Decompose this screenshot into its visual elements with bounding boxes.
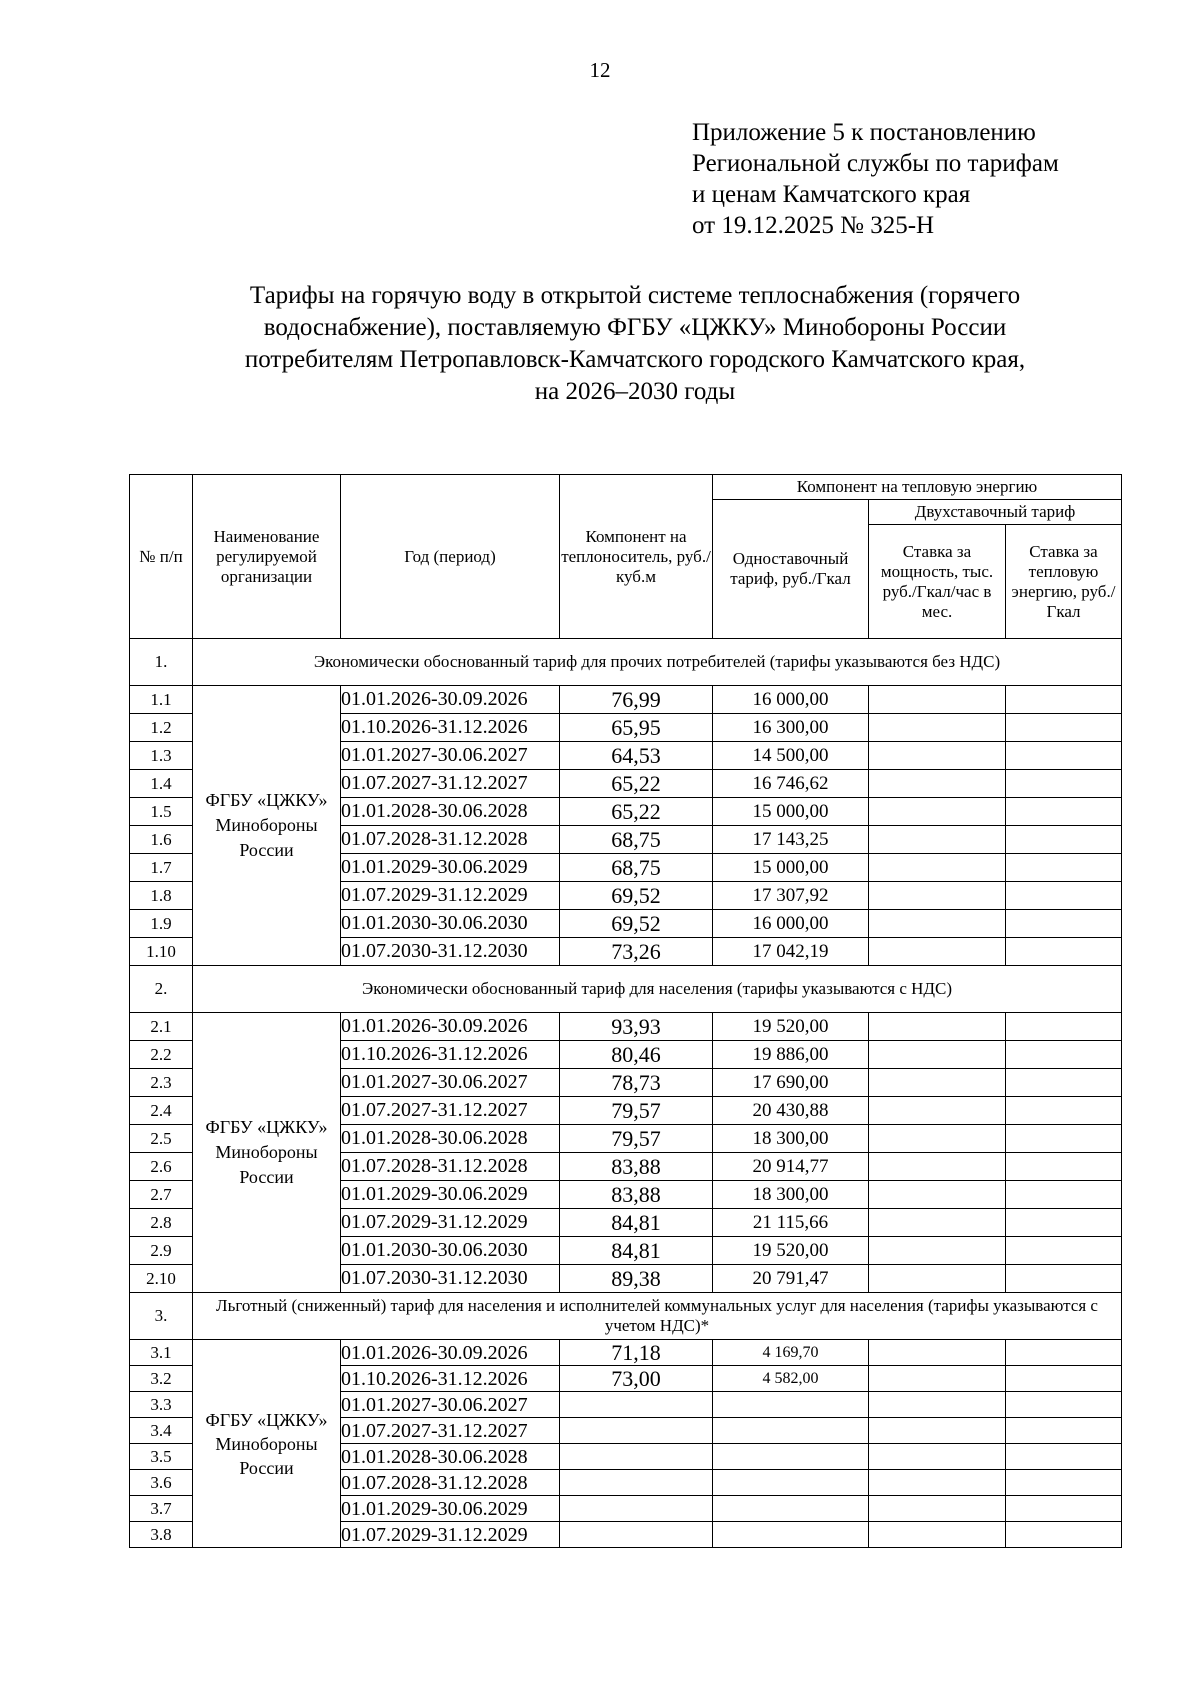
row-capacity-rate (869, 1125, 1006, 1153)
row-number: 3.2 (130, 1366, 193, 1392)
row-single-rate (713, 1470, 869, 1496)
row-single-rate: 4 169,70 (713, 1340, 869, 1366)
row-number: 1.7 (130, 854, 193, 882)
row-carrier-component: 68,75 (560, 826, 713, 854)
row-energy-rate (1006, 826, 1122, 854)
row-number: 2.1 (130, 1013, 193, 1041)
row-energy-rate (1006, 1418, 1122, 1444)
row-energy-rate (1006, 798, 1122, 826)
row-period: 01.07.2030-31.12.2030 (341, 1265, 560, 1293)
row-carrier-component (560, 1418, 713, 1444)
row-carrier-component: 64,53 (560, 742, 713, 770)
row-single-rate: 16 000,00 (713, 686, 869, 714)
header-num: № п/п (130, 475, 193, 639)
row-single-rate: 14 500,00 (713, 742, 869, 770)
row-energy-rate (1006, 1340, 1122, 1366)
row-carrier-component: 73,00 (560, 1366, 713, 1392)
row-capacity-rate (869, 1181, 1006, 1209)
row-capacity-rate (869, 1237, 1006, 1265)
row-single-rate: 20 914,77 (713, 1153, 869, 1181)
row-capacity-rate (869, 714, 1006, 742)
row-energy-rate (1006, 1125, 1122, 1153)
row-capacity-rate (869, 1153, 1006, 1181)
row-carrier-component: 93,93 (560, 1013, 713, 1041)
row-period: 01.01.2030-30.06.2030 (341, 1237, 560, 1265)
row-period: 01.10.2026-31.12.2026 (341, 1041, 560, 1069)
row-energy-rate (1006, 742, 1122, 770)
row-energy-rate (1006, 910, 1122, 938)
row-single-rate (713, 1496, 869, 1522)
row-energy-rate (1006, 1265, 1122, 1293)
row-period: 01.01.2029-30.06.2029 (341, 1181, 560, 1209)
row-number: 1.10 (130, 938, 193, 966)
row-period: 01.07.2027-31.12.2027 (341, 1418, 560, 1444)
row-energy-rate (1006, 1097, 1122, 1125)
row-number: 1.3 (130, 742, 193, 770)
section-title: Экономически обоснованный тариф для населения (тарифы указываются с НДС) (193, 966, 1122, 1013)
row-period: 01.01.2028-30.06.2028 (341, 1444, 560, 1470)
row-carrier-component: 69,52 (560, 910, 713, 938)
row-number: 2.10 (130, 1265, 193, 1293)
header-two-rate: Двухставочный тариф (869, 500, 1122, 525)
row-capacity-rate (869, 1097, 1006, 1125)
row-carrier-component: 65,95 (560, 714, 713, 742)
row-number: 2.6 (130, 1153, 193, 1181)
row-single-rate: 16 300,00 (713, 714, 869, 742)
row-energy-rate (1006, 1237, 1122, 1265)
section-number: 1. (130, 639, 193, 686)
row-single-rate: 19 520,00 (713, 1237, 869, 1265)
row-single-rate: 20 791,47 (713, 1265, 869, 1293)
row-period: 01.07.2028-31.12.2028 (341, 1470, 560, 1496)
row-carrier-component (560, 1444, 713, 1470)
organization-name: ФГБУ «ЦЖКУ» Минобороны России (193, 1340, 341, 1548)
row-energy-rate (1006, 1444, 1122, 1470)
row-capacity-rate (869, 742, 1006, 770)
title-line: потребителям Петропавловск-Камчатского городского Камчатского края, (244, 346, 1026, 373)
row-carrier-component: 68,75 (560, 854, 713, 882)
row-single-rate (713, 1444, 869, 1470)
row-period: 01.01.2030-30.06.2030 (341, 910, 560, 938)
row-period: 01.01.2028-30.06.2028 (341, 1125, 560, 1153)
appendix-line: и ценам Камчатского края (692, 181, 971, 208)
row-number: 1.8 (130, 882, 193, 910)
row-energy-rate (1006, 882, 1122, 910)
row-carrier-component: 79,57 (560, 1125, 713, 1153)
row-single-rate: 18 300,00 (713, 1181, 869, 1209)
row-energy-rate (1006, 1366, 1122, 1392)
row-period: 01.07.2027-31.12.2027 (341, 1097, 560, 1125)
row-capacity-rate (869, 1366, 1006, 1392)
row-carrier-component: 80,46 (560, 1041, 713, 1069)
row-period: 01.01.2026-30.09.2026 (341, 686, 560, 714)
section-header-row (130, 639, 1122, 686)
row-period: 01.01.2029-30.06.2029 (341, 1496, 560, 1522)
row-capacity-rate (869, 1392, 1006, 1418)
row-number: 3.6 (130, 1470, 193, 1496)
row-capacity-rate (869, 1522, 1006, 1548)
row-carrier-component: 84,81 (560, 1209, 713, 1237)
row-carrier-component: 65,22 (560, 770, 713, 798)
row-single-rate: 17 690,00 (713, 1069, 869, 1097)
row-number: 2.8 (130, 1209, 193, 1237)
row-carrier-component (560, 1496, 713, 1522)
row-number: 3.8 (130, 1522, 193, 1548)
row-number: 3.1 (130, 1340, 193, 1366)
row-capacity-rate (869, 1209, 1006, 1237)
row-carrier-component (560, 1392, 713, 1418)
row-period: 01.01.2026-30.09.2026 (341, 1013, 560, 1041)
row-number: 2.4 (130, 1097, 193, 1125)
section-number: 3. (130, 1293, 193, 1340)
table-row (130, 1013, 1122, 1041)
row-single-rate: 17 042,19 (713, 938, 869, 966)
row-carrier-component: 69,52 (560, 882, 713, 910)
header-org: Наименование регулируемой организации (193, 475, 341, 639)
row-capacity-rate (869, 798, 1006, 826)
row-energy-rate (1006, 1181, 1122, 1209)
row-capacity-rate (869, 1340, 1006, 1366)
document-title (0, 280, 1200, 408)
row-period: 01.01.2027-30.06.2027 (341, 1069, 560, 1097)
header-single-rate: Одноставочный тариф, руб./Гкал (713, 500, 869, 639)
title-line: водоснабжение), поставляемую ФГБУ «ЦЖКУ» Минобороны России (263, 314, 1007, 341)
appendix-line: Региональной службы по тарифам (692, 150, 1059, 177)
row-capacity-rate (869, 1418, 1006, 1444)
row-energy-rate (1006, 1470, 1122, 1496)
row-capacity-rate (869, 1265, 1006, 1293)
row-single-rate: 16 746,62 (713, 770, 869, 798)
appendix-block (692, 117, 1059, 241)
row-capacity-rate (869, 1069, 1006, 1097)
row-period: 01.07.2029-31.12.2029 (341, 1522, 560, 1548)
row-single-rate (713, 1392, 869, 1418)
tariff-table (129, 474, 1122, 1548)
row-number: 1.4 (130, 770, 193, 798)
row-single-rate (713, 1418, 869, 1444)
row-single-rate: 19 520,00 (713, 1013, 869, 1041)
row-energy-rate (1006, 714, 1122, 742)
row-number: 1.5 (130, 798, 193, 826)
row-number: 3.7 (130, 1496, 193, 1522)
row-number: 1.6 (130, 826, 193, 854)
row-carrier-component: 89,38 (560, 1265, 713, 1293)
row-number: 1.1 (130, 686, 193, 714)
row-period: 01.07.2029-31.12.2029 (341, 1209, 560, 1237)
row-period: 01.01.2029-30.06.2029 (341, 854, 560, 882)
section-title: Экономически обоснованный тариф для прочих потребителей (тарифы указываются без НДС) (193, 639, 1122, 686)
row-energy-rate (1006, 1069, 1122, 1097)
row-number: 2.2 (130, 1041, 193, 1069)
row-period: 01.07.2029-31.12.2029 (341, 882, 560, 910)
row-single-rate: 19 886,00 (713, 1041, 869, 1069)
row-single-rate: 4 582,00 (713, 1366, 869, 1392)
title-line: Тарифы на горячую воду в открытой системе теплоснабжения (горячего (249, 282, 1021, 309)
section-header-row (130, 1293, 1122, 1340)
row-energy-rate (1006, 1522, 1122, 1548)
row-energy-rate (1006, 686, 1122, 714)
row-period: 01.01.2027-30.06.2027 (341, 1392, 560, 1418)
row-capacity-rate (869, 686, 1006, 714)
row-number: 3.5 (130, 1444, 193, 1470)
row-number: 2.5 (130, 1125, 193, 1153)
row-capacity-rate (869, 1444, 1006, 1470)
row-carrier-component: 71,18 (560, 1340, 713, 1366)
row-energy-rate (1006, 938, 1122, 966)
row-capacity-rate (869, 938, 1006, 966)
header-energy-rate: Ставка за тепловую энергию, руб./Гкал (1006, 525, 1122, 639)
row-energy-rate (1006, 1013, 1122, 1041)
row-period: 01.10.2026-31.12.2026 (341, 714, 560, 742)
row-carrier-component: 83,88 (560, 1181, 713, 1209)
section-number: 2. (130, 966, 193, 1013)
row-energy-rate (1006, 770, 1122, 798)
row-single-rate: 20 430,88 (713, 1097, 869, 1125)
row-period: 01.01.2026-30.09.2026 (341, 1340, 560, 1366)
row-single-rate: 17 143,25 (713, 826, 869, 854)
row-carrier-component: 65,22 (560, 798, 713, 826)
row-number: 1.2 (130, 714, 193, 742)
row-number: 2.9 (130, 1237, 193, 1265)
row-energy-rate (1006, 1153, 1122, 1181)
header-carrier: Компонент на теплоноситель, руб./куб.м (560, 475, 713, 639)
row-number: 3.3 (130, 1392, 193, 1418)
row-capacity-rate (869, 1013, 1006, 1041)
row-period: 01.10.2026-31.12.2026 (341, 1366, 560, 1392)
row-carrier-component: 76,99 (560, 686, 713, 714)
table-row (130, 1340, 1122, 1366)
row-single-rate: 15 000,00 (713, 854, 869, 882)
row-capacity-rate (869, 882, 1006, 910)
row-capacity-rate (869, 1041, 1006, 1069)
organization-name: ФГБУ «ЦЖКУ» Минобороны России (193, 686, 341, 966)
row-capacity-rate (869, 854, 1006, 882)
organization-name: ФГБУ «ЦЖКУ» Минобороны России (193, 1013, 341, 1293)
row-period: 01.07.2030-31.12.2030 (341, 938, 560, 966)
header-period: Год (период) (341, 475, 560, 639)
row-carrier-component: 84,81 (560, 1237, 713, 1265)
row-energy-rate (1006, 1209, 1122, 1237)
row-carrier-component (560, 1470, 713, 1496)
page-number: 12 (589, 58, 611, 82)
row-capacity-rate (869, 770, 1006, 798)
row-carrier-component: 78,73 (560, 1069, 713, 1097)
row-period: 01.07.2028-31.12.2028 (341, 826, 560, 854)
section-header-row (130, 966, 1122, 1013)
row-capacity-rate (869, 826, 1006, 854)
row-capacity-rate (869, 1470, 1006, 1496)
row-carrier-component: 73,26 (560, 938, 713, 966)
row-single-rate: 15 000,00 (713, 798, 869, 826)
row-single-rate: 16 000,00 (713, 910, 869, 938)
row-period: 01.01.2027-30.06.2027 (341, 742, 560, 770)
header-heat-component: Компонент на тепловую энергию (713, 475, 1122, 500)
header-capacity-rate: Ставка за мощность, тыс. руб./Гкал/час в мес. (869, 525, 1006, 639)
row-energy-rate (1006, 1392, 1122, 1418)
row-number: 2.3 (130, 1069, 193, 1097)
row-single-rate: 21 115,66 (713, 1209, 869, 1237)
row-number: 1.9 (130, 910, 193, 938)
table-row (130, 686, 1122, 714)
row-period: 01.01.2028-30.06.2028 (341, 798, 560, 826)
row-number: 2.7 (130, 1181, 193, 1209)
row-period: 01.07.2028-31.12.2028 (341, 1153, 560, 1181)
row-single-rate: 18 300,00 (713, 1125, 869, 1153)
appendix-line: от 19.12.2025 № 325-Н (692, 212, 935, 239)
row-period: 01.07.2027-31.12.2027 (341, 770, 560, 798)
appendix-line: Приложение 5 к постановлению (692, 119, 1036, 146)
row-carrier-component: 83,88 (560, 1153, 713, 1181)
row-carrier-component: 79,57 (560, 1097, 713, 1125)
table-body (130, 639, 1122, 1548)
section-title: Льготный (сниженный) тариф для населения и исполнителей коммунальных услуг для населения (тарифы указываются с учетом НДС)* (193, 1293, 1122, 1340)
row-single-rate (713, 1522, 869, 1548)
row-single-rate: 17 307,92 (713, 882, 869, 910)
row-number: 3.4 (130, 1418, 193, 1444)
row-carrier-component (560, 1522, 713, 1548)
row-capacity-rate (869, 1496, 1006, 1522)
title-line: на 2026–2030 годы (534, 378, 736, 405)
row-energy-rate (1006, 1041, 1122, 1069)
row-capacity-rate (869, 910, 1006, 938)
row-energy-rate (1006, 1496, 1122, 1522)
row-energy-rate (1006, 854, 1122, 882)
